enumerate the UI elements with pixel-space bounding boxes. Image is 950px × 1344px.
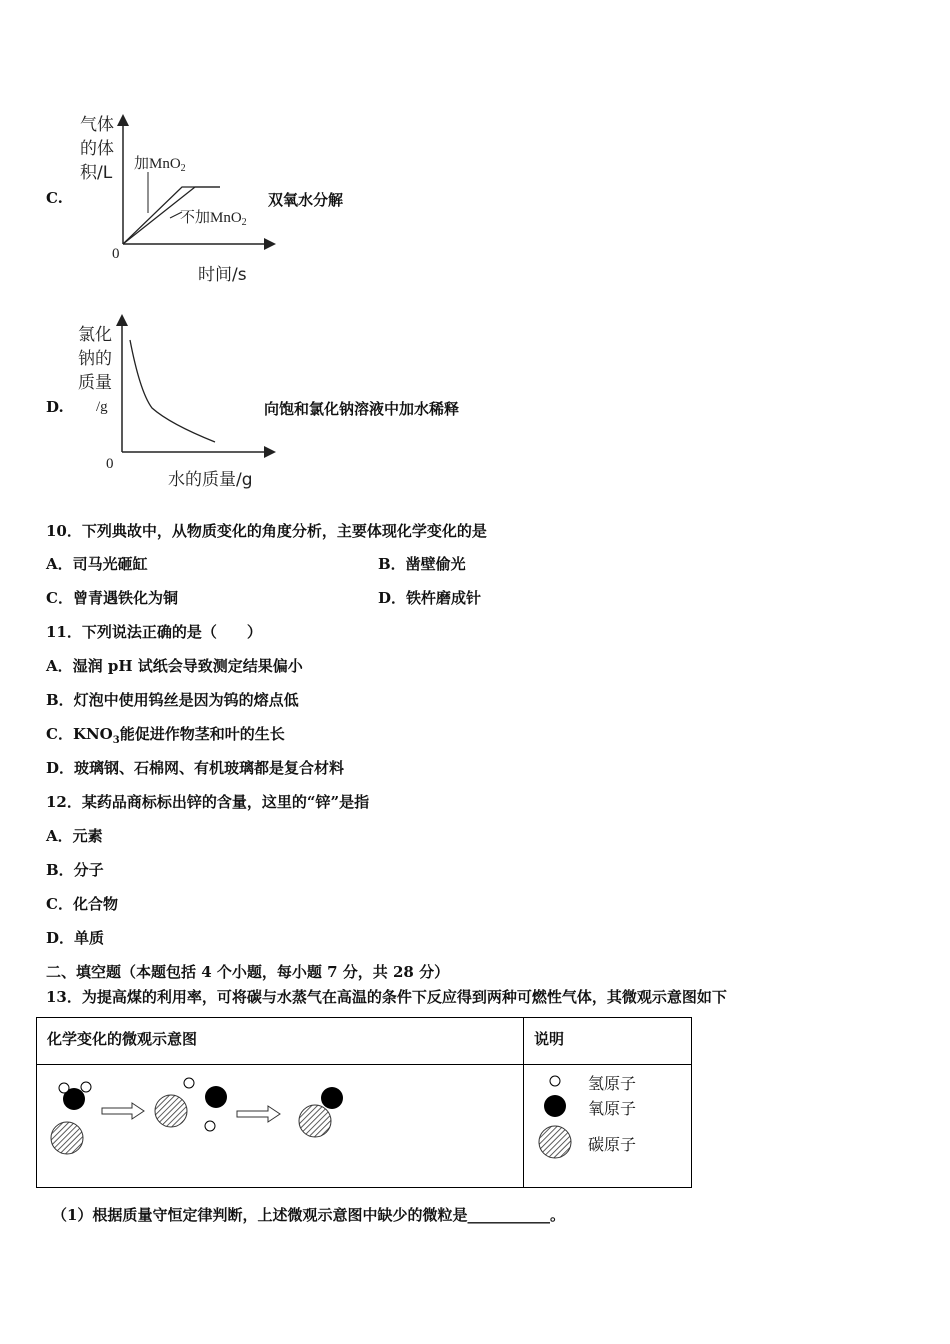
graph-d-origin: 0 bbox=[106, 456, 114, 472]
legend-hydrogen-icon bbox=[550, 1076, 560, 1086]
q10-option-d: D．铁杵磨成针 bbox=[378, 589, 482, 607]
q11-option-a: A．湿润 pH 试纸会导致测定结果偏小 bbox=[46, 657, 303, 675]
svg-text:不加MnO2 bbox=[180, 209, 247, 228]
table-header-left-cell bbox=[36, 1017, 524, 1065]
reaction-arrow-1 bbox=[102, 1103, 144, 1119]
graph-d-ylabel-1: 氯化 bbox=[78, 325, 112, 345]
graph-c-ylabel-1: 气体 bbox=[80, 115, 114, 135]
graph-c-ylabel-2: 的体 bbox=[80, 139, 114, 159]
svg-text:加MnO2 bbox=[134, 155, 186, 174]
q11-stem: 11．下列说法正确的是（ ） bbox=[46, 623, 262, 641]
graph-c-label-without-mno2: 不加MnO bbox=[180, 210, 242, 226]
legend-hydrogen-label: 氢原子 bbox=[588, 1074, 637, 1093]
graph-c-caption: 双氧水分解 bbox=[268, 191, 344, 209]
graph-d-ylabel-3: 质量 bbox=[78, 373, 112, 393]
q11-option-c-post: 能促进作物茎和叶的生长 bbox=[119, 725, 285, 743]
carbon-atom bbox=[155, 1095, 187, 1127]
graph-d-ylabel-4: /g bbox=[96, 399, 108, 415]
graph-d-sodium-chloride-chart bbox=[70, 312, 280, 492]
micro-reaction-diagram bbox=[36, 1064, 524, 1188]
graph-c-label-with-sub: 2 bbox=[180, 163, 186, 174]
q11-option-d: D．玻璃钢、石棉网、有机玻璃都是复合材料 bbox=[46, 759, 345, 777]
table-header-right: 说明 bbox=[534, 1030, 565, 1048]
table-header-left: 化学变化的微观示意图 bbox=[47, 1030, 198, 1048]
q11-option-c-sub: 3 bbox=[112, 735, 120, 746]
legend-carbon-label: 碳原子 bbox=[588, 1135, 637, 1154]
carbon-atom bbox=[299, 1105, 331, 1137]
q13-sub1 bbox=[52, 1204, 565, 1225]
option-c-letter: C. bbox=[46, 189, 63, 207]
q13-sub1-text: （1）根据质量守恒定律判断，上述微观示意图中缺少的微粒是 bbox=[52, 1206, 468, 1224]
q13-stem: 13．为提高煤的利用率，可将碳与水蒸气在高温的条件下反应得到两种可燃性气体，其微观示意图如下 bbox=[46, 988, 727, 1006]
graph-c-gas-volume-chart bbox=[70, 100, 280, 290]
graph-d-xlabel: 水的质量/g bbox=[168, 470, 253, 490]
q10-option-b: B．凿壁偷光 bbox=[378, 555, 466, 573]
legend-symbols bbox=[530, 1068, 580, 1178]
graph-d-ylabel-2: 钠的 bbox=[78, 349, 112, 369]
carbon-atom bbox=[51, 1122, 83, 1154]
legend-carbon-icon bbox=[539, 1126, 571, 1158]
legend-oxygen-label: 氧原子 bbox=[588, 1099, 637, 1118]
q13-sub1-end: 。 bbox=[549, 1206, 565, 1224]
section2-title: 二、填空题（本题包括 4 个小题，每小题 7 分，共 28 分） bbox=[46, 963, 450, 981]
q12-option-d: D．单质 bbox=[46, 929, 105, 947]
graph-c-label-without-sub: 2 bbox=[241, 217, 247, 228]
table-header-right-cell bbox=[523, 1017, 692, 1065]
graph-c-label-with-mno2: 加MnO bbox=[134, 156, 181, 172]
graph-c-ylabel-3: 积/L bbox=[80, 163, 113, 183]
q12-stem: 12．某药品商标标出锌的含量，这里的“锌”是指 bbox=[46, 793, 370, 811]
q12-option-b: B．分子 bbox=[46, 861, 104, 879]
q11-option-c bbox=[46, 723, 285, 746]
graph-c-origin: 0 bbox=[112, 246, 120, 262]
hydrogen-atom bbox=[59, 1083, 69, 1093]
q10-option-a: A．司马光砸缸 bbox=[46, 555, 148, 573]
hydrogen-atom bbox=[184, 1078, 194, 1088]
reaction-arrow-2 bbox=[237, 1106, 280, 1122]
option-d-letter: D. bbox=[46, 398, 64, 416]
oxygen-atom bbox=[205, 1086, 227, 1108]
oxygen-atom bbox=[321, 1087, 343, 1109]
q10-stem: 10．下列典故中，从物质变化的角度分析，主要体现化学变化的是 bbox=[46, 522, 487, 540]
legend-oxygen-icon bbox=[544, 1095, 566, 1117]
graph-d-curve bbox=[130, 340, 215, 442]
q11-option-c-pre: C．KNO bbox=[46, 725, 113, 743]
q13-sub1-blank[interactable]: ___________ bbox=[467, 1206, 550, 1224]
q10-option-c: C．曾青遇铁化为铜 bbox=[46, 589, 178, 607]
hydrogen-atom bbox=[81, 1082, 91, 1092]
q12-option-c: C．化合物 bbox=[46, 895, 118, 913]
q12-option-a: A．元素 bbox=[46, 827, 103, 845]
graph-c-xlabel: 时间/s bbox=[198, 265, 247, 285]
graph-d-caption: 向饱和氯化钠溶液中加水稀释 bbox=[264, 400, 460, 418]
hydrogen-atom bbox=[205, 1121, 215, 1131]
q11-option-b: B．灯泡中使用钨丝是因为钨的熔点低 bbox=[46, 691, 299, 709]
